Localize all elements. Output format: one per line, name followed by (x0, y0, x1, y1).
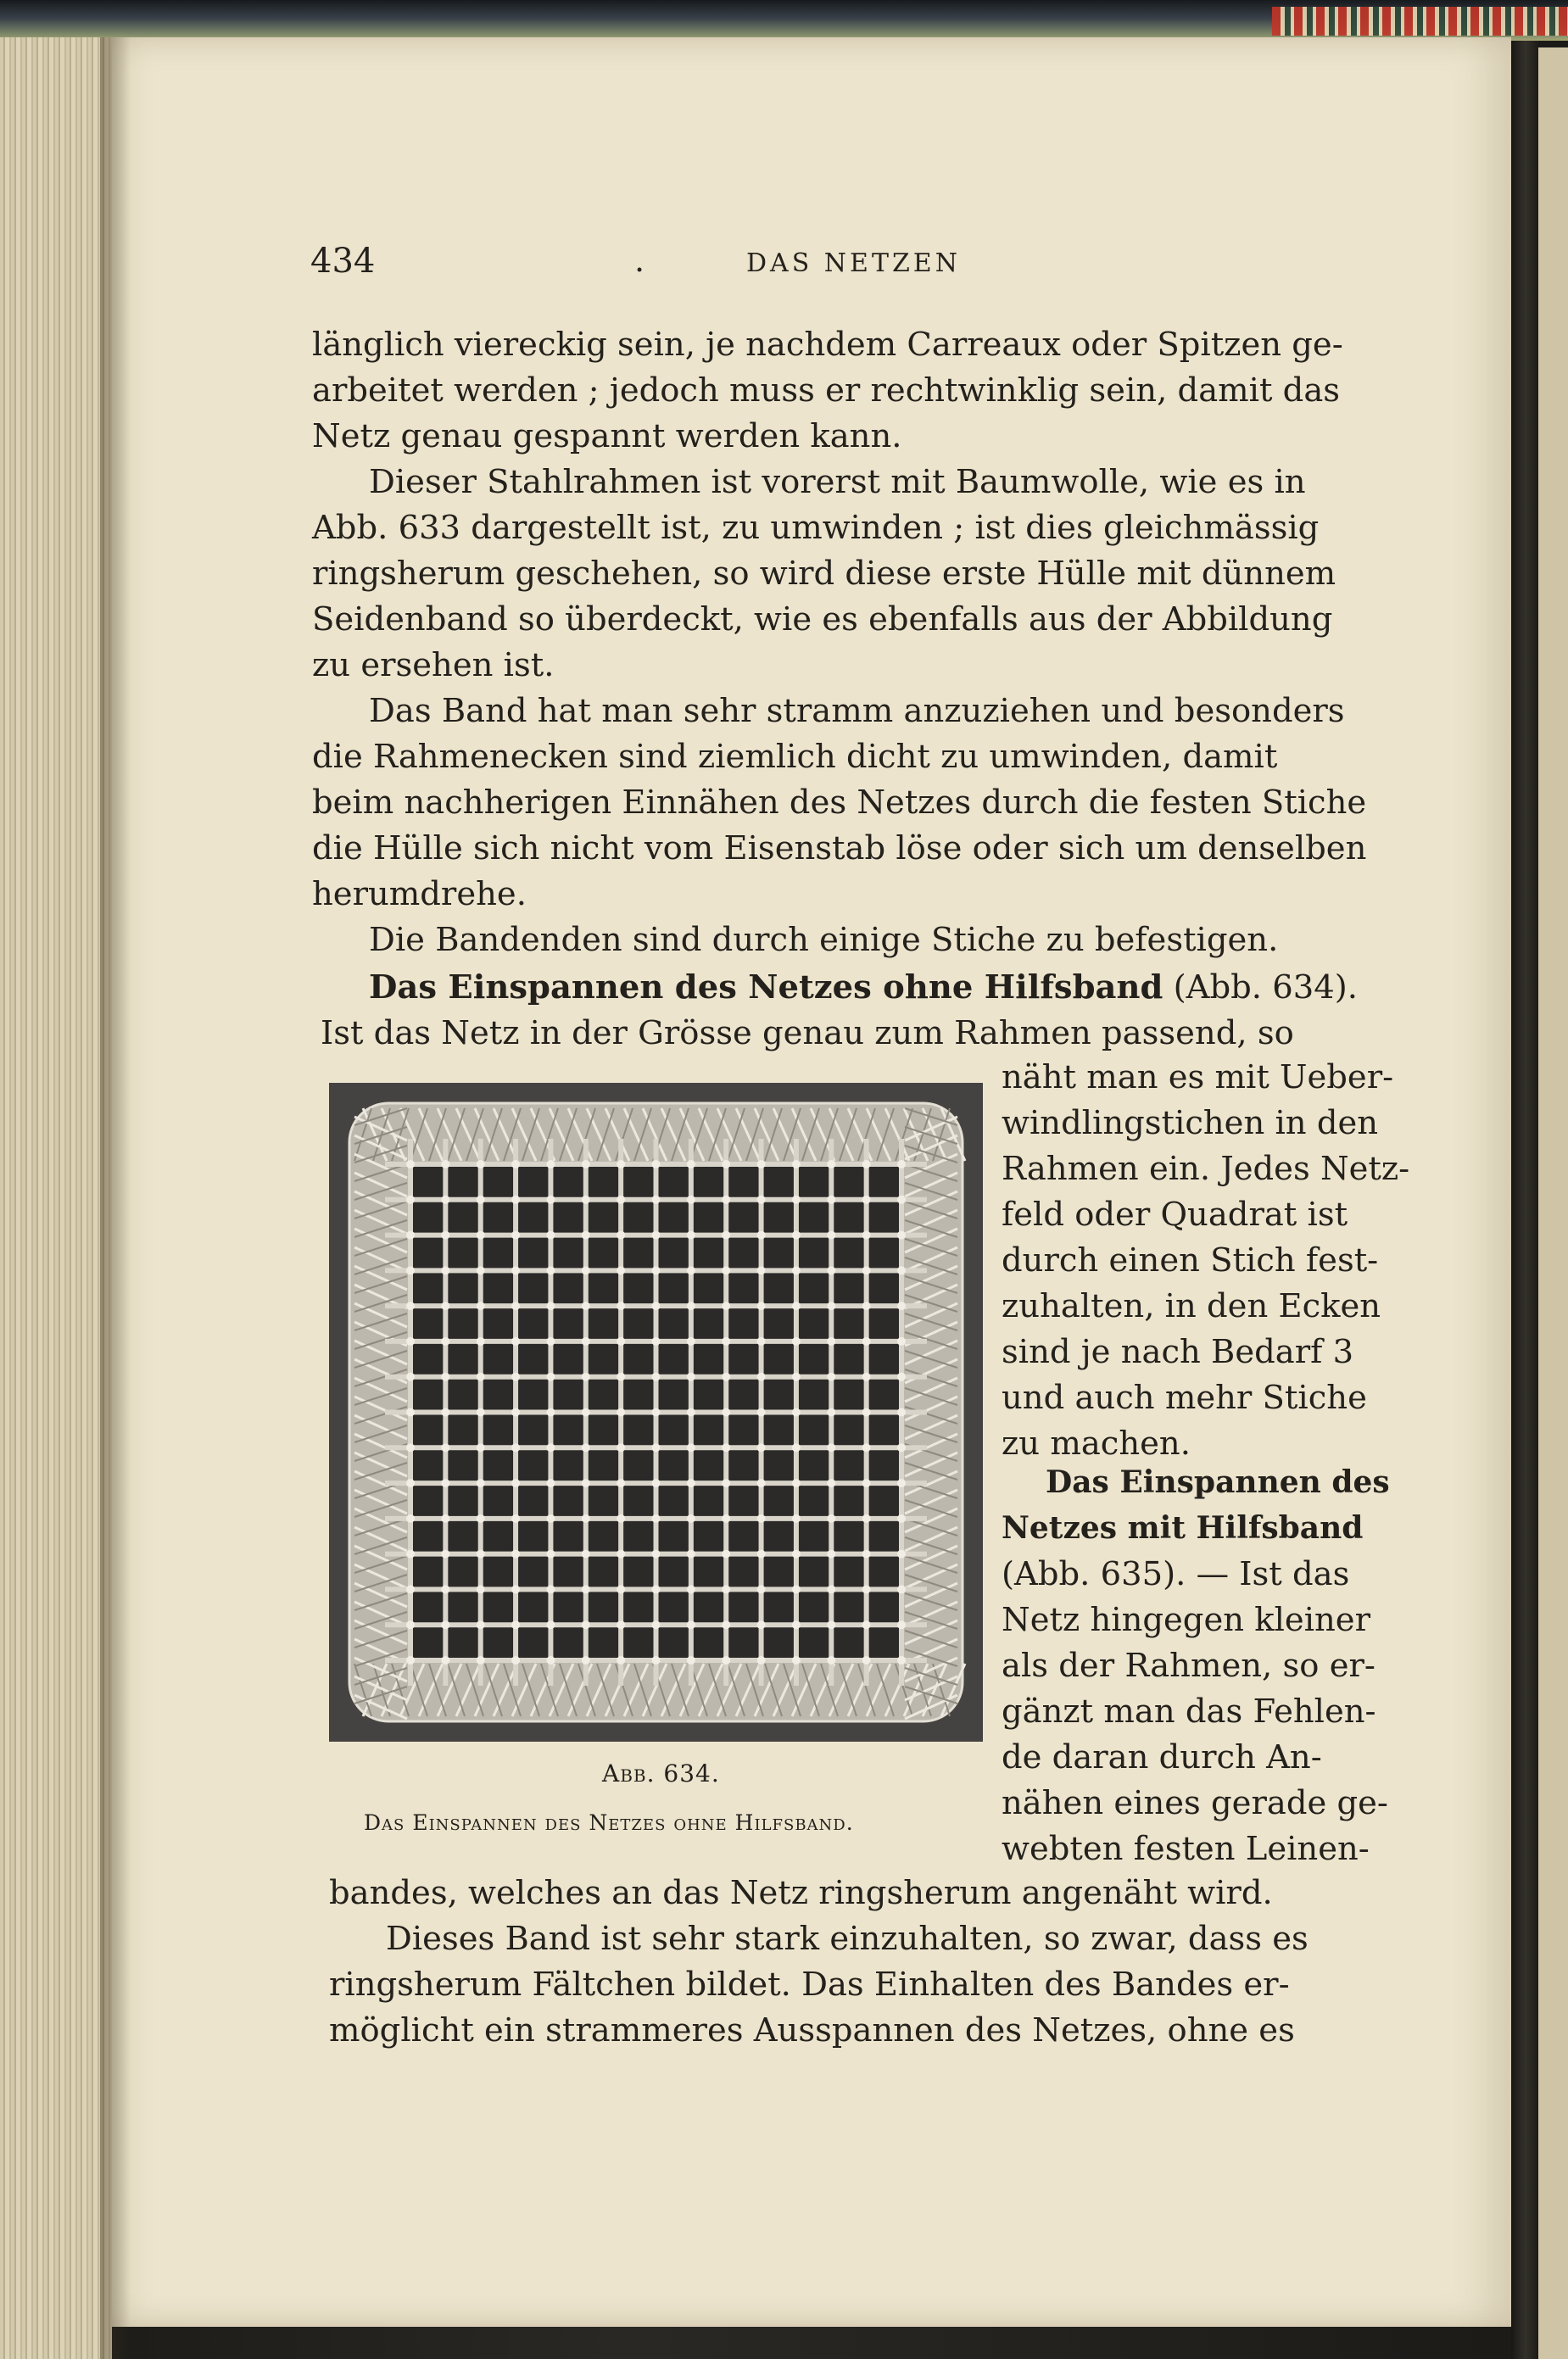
net-knot (511, 1160, 520, 1168)
net-knot (862, 1479, 871, 1487)
text-line: ringsherum geschehen, so wird diese erste Hülle mit dünnem (312, 555, 1336, 593)
net-knot (862, 1656, 871, 1665)
text-line: feld oder Quadrat ist (1002, 1196, 1348, 1234)
net-knot (546, 1408, 555, 1417)
net-knot (897, 1196, 906, 1204)
net-knot (827, 1656, 835, 1665)
net-knot (862, 1550, 871, 1559)
net-knot (687, 1550, 695, 1559)
net-knot (652, 1656, 661, 1665)
heading-ref: (Abb. 634). (1163, 968, 1358, 1007)
net-knot (897, 1408, 906, 1417)
net-knot (652, 1302, 661, 1310)
net-knot (406, 1620, 415, 1629)
net-knot (617, 1302, 625, 1310)
text-line: nähen eines gerade ge- (1002, 1784, 1388, 1822)
net-knot (477, 1302, 485, 1310)
net-knot (477, 1443, 485, 1452)
header-dot: . (634, 242, 645, 279)
text-line: Netz hingegen kleiner (1002, 1601, 1370, 1639)
net-frame-illustration (329, 1083, 983, 1742)
net-knot (617, 1620, 625, 1629)
net-knot (722, 1656, 730, 1665)
gutter-shadow (100, 37, 131, 2359)
net-knot (477, 1373, 485, 1381)
text-line: gänzt man das Fehlen- (1002, 1693, 1376, 1731)
net-knot (652, 1408, 661, 1417)
section-heading-2-line1: Das Einspannen des (1046, 1464, 1390, 1500)
net-knot (687, 1656, 695, 1665)
net-knot (722, 1373, 730, 1381)
net-knot (441, 1231, 449, 1240)
net-knot (792, 1266, 801, 1274)
net-knot (441, 1160, 449, 1168)
net-knot (477, 1266, 485, 1274)
net-knot (511, 1302, 520, 1310)
net-knot (757, 1160, 766, 1168)
net-knot (477, 1196, 485, 1204)
net-knot (617, 1231, 625, 1240)
net-knot (546, 1656, 555, 1665)
net-knot (757, 1373, 766, 1381)
net-knot (617, 1266, 625, 1274)
net-knot (582, 1231, 590, 1240)
net-knot (862, 1585, 871, 1593)
net-knot (652, 1479, 661, 1487)
net-knot (477, 1656, 485, 1665)
net-knot (792, 1408, 801, 1417)
net-knot (406, 1443, 415, 1452)
net-knot (827, 1443, 835, 1452)
net-knot (546, 1160, 555, 1168)
net-knot (792, 1620, 801, 1629)
text-line: windlingstichen in den (1002, 1104, 1379, 1142)
net-knot (441, 1196, 449, 1204)
net-knot (582, 1196, 590, 1204)
net-knot (441, 1550, 449, 1559)
net-knot (827, 1196, 835, 1204)
net-knot (757, 1231, 766, 1240)
net-knot (652, 1550, 661, 1559)
text-line: webten festen Leinen- (1002, 1830, 1370, 1868)
net-knot (546, 1302, 555, 1310)
net-knot (441, 1373, 449, 1381)
net-knot (406, 1585, 415, 1593)
net-knot (862, 1408, 871, 1417)
net-knot (722, 1231, 730, 1240)
net-knot (687, 1196, 695, 1204)
text-line: sind je nach Bedarf 3 (1002, 1333, 1354, 1371)
text-line: zu machen. (1002, 1425, 1191, 1463)
net-knot (477, 1620, 485, 1629)
net-knot (582, 1479, 590, 1487)
text-line: zu ersehen ist. (312, 646, 555, 684)
net-knot (792, 1585, 801, 1593)
text-line: bandes, welches an das Netz ringsherum angenäht wird. (329, 1874, 1273, 1912)
net-knot (582, 1585, 590, 1593)
net-knot (722, 1514, 730, 1523)
text-line: (Abb. 635). — Ist das (1002, 1555, 1350, 1593)
net-knot (827, 1373, 835, 1381)
book-fold (1511, 41, 1540, 2359)
text-line: näht man es mit Ueber- (1002, 1058, 1394, 1096)
net-knot (827, 1408, 835, 1417)
net-knot (862, 1620, 871, 1629)
net-knot (757, 1266, 766, 1274)
net-knot (511, 1266, 520, 1274)
net-knot (546, 1196, 555, 1204)
net-knot (757, 1196, 766, 1204)
net-knot (477, 1160, 485, 1168)
net-knot (511, 1514, 520, 1523)
net-knot (511, 1479, 520, 1487)
net-knot (687, 1266, 695, 1274)
net-knot (792, 1196, 801, 1204)
net-knot (827, 1266, 835, 1274)
net-knot (546, 1514, 555, 1523)
net-knot (546, 1620, 555, 1629)
text-line: herumdrehe. (312, 875, 527, 913)
net-knot (617, 1585, 625, 1593)
text-line: Das Band hat man sehr stramm anzuziehen und besonders (369, 692, 1345, 730)
net-knot (441, 1620, 449, 1629)
net-knot (757, 1620, 766, 1629)
net-knot (511, 1408, 520, 1417)
net-knot (477, 1550, 485, 1559)
net-knot (441, 1337, 449, 1346)
net-knot (897, 1302, 906, 1310)
net-knot (687, 1443, 695, 1452)
net-knot (546, 1479, 555, 1487)
net-knot (406, 1337, 415, 1346)
net-knot (477, 1479, 485, 1487)
net-knot (722, 1196, 730, 1204)
text-line: und auch mehr Stiche (1002, 1379, 1367, 1417)
figure-label: Abb. 634. (602, 1759, 720, 1787)
net-knot (441, 1514, 449, 1523)
text-line: Dieser Stahlrahmen ist vorerst mit Baumwolle, wie es in (369, 463, 1306, 501)
net-knot (757, 1550, 766, 1559)
net-knot (546, 1373, 555, 1381)
net-knot (511, 1585, 520, 1593)
net-knot (827, 1160, 835, 1168)
net-knot (722, 1479, 730, 1487)
net-knot (827, 1550, 835, 1559)
net-knot (582, 1302, 590, 1310)
net-knot (477, 1231, 485, 1240)
net-knot (687, 1620, 695, 1629)
net-knot (687, 1479, 695, 1487)
net-knot (722, 1443, 730, 1452)
net-knot (687, 1337, 695, 1346)
net-frame-figure (329, 1083, 983, 1742)
net-knot (722, 1302, 730, 1310)
net-knot (862, 1373, 871, 1381)
net-knot (897, 1550, 906, 1559)
net-knot (441, 1585, 449, 1593)
net-knot (406, 1302, 415, 1310)
net-knot (477, 1585, 485, 1593)
net-knot (617, 1550, 625, 1559)
net-knot (511, 1373, 520, 1381)
net-knot (652, 1337, 661, 1346)
text-line: die Rahmenecken sind ziemlich dicht zu umwinden, damit (312, 738, 1278, 776)
net-knot (687, 1231, 695, 1240)
net-knot (687, 1160, 695, 1168)
net-knot (511, 1656, 520, 1665)
net-knot (792, 1479, 801, 1487)
net-knot (652, 1514, 661, 1523)
net-knot (617, 1160, 625, 1168)
net-knot (722, 1408, 730, 1417)
net-knot (897, 1479, 906, 1487)
net-knot (582, 1620, 590, 1629)
page-number: 434 (310, 242, 376, 281)
net-knot (897, 1337, 906, 1346)
net-knot (827, 1337, 835, 1346)
net-knot (652, 1443, 661, 1452)
text-line: Dieses Band ist sehr stark einzuhalten, so zwar, dass es (386, 1920, 1309, 1958)
net-knot (582, 1443, 590, 1452)
net-knot (722, 1266, 730, 1274)
net-knot (757, 1585, 766, 1593)
net-knot (582, 1408, 590, 1417)
net-knot (722, 1620, 730, 1629)
net-knot (617, 1514, 625, 1523)
text-line: möglicht ein strammeres Ausspannen des Netzes, ohne es (329, 2011, 1295, 2049)
net-knot (897, 1656, 906, 1665)
net-knot (546, 1550, 555, 1559)
net-knot (862, 1443, 871, 1452)
net-knot (546, 1337, 555, 1346)
heading-bold: Das Einspannen des Netzes ohne Hilfsband (369, 968, 1163, 1007)
net-knot (582, 1656, 590, 1665)
net-knot (477, 1514, 485, 1523)
net-knot (441, 1266, 449, 1274)
net-knot (406, 1408, 415, 1417)
net-knot (897, 1585, 906, 1593)
section-heading (369, 968, 1358, 1007)
net-knot (757, 1479, 766, 1487)
net-knot (617, 1337, 625, 1346)
text-line: ringsherum Fältchen bildet. Das Einhalten des Bandes er- (329, 1966, 1290, 2004)
net-knot (582, 1550, 590, 1559)
text-line: zuhalten, in den Ecken (1002, 1287, 1381, 1325)
net-knot (687, 1585, 695, 1593)
net-knot (406, 1196, 415, 1204)
net-knot (897, 1620, 906, 1629)
net-knot (511, 1620, 520, 1629)
page-stack-edge (0, 37, 112, 2359)
text-line: Seidenband so überdeckt, wie es ebenfalls aus der Abbildung (312, 600, 1333, 639)
net-knot (477, 1408, 485, 1417)
text-line: Abb. 633 dargestellt ist, zu umwinden ; ist dies gleichmässig (312, 509, 1320, 547)
net-knot (652, 1231, 661, 1240)
text-line: die Hülle sich nicht vom Eisenstab löse oder sich um denselben (312, 829, 1367, 867)
net-knot (757, 1443, 766, 1452)
net-knot (792, 1231, 801, 1240)
net-knot (406, 1550, 415, 1559)
running-head: DAS NETZEN (746, 248, 961, 278)
net-knot (722, 1337, 730, 1346)
net-knot (406, 1231, 415, 1240)
text-line: durch einen Stich fest- (1002, 1241, 1379, 1280)
net-knot (722, 1550, 730, 1559)
text-line: Ist das Netz in der Grösse genau zum Rahmen passend, so (321, 1014, 1294, 1052)
net-knot (511, 1231, 520, 1240)
net-knot (652, 1620, 661, 1629)
net-knot (827, 1585, 835, 1593)
net-knot (511, 1443, 520, 1452)
net-knot (441, 1408, 449, 1417)
net-knot (582, 1160, 590, 1168)
net-knot (687, 1302, 695, 1310)
net-knot (406, 1656, 415, 1665)
net-knot (546, 1266, 555, 1274)
net-knot (792, 1514, 801, 1523)
net-knot (827, 1479, 835, 1487)
text-line: Die Bandenden sind durch einige Stiche zu befestigen. (369, 921, 1279, 959)
net-knot (582, 1266, 590, 1274)
net-knot (897, 1231, 906, 1240)
text-line: beim nachherigen Einnähen des Netzes durch die festen Stiche (312, 784, 1367, 822)
net-knot (862, 1231, 871, 1240)
net-knot (897, 1266, 906, 1274)
net-knot (617, 1443, 625, 1452)
net-knot (406, 1266, 415, 1274)
net-knot (862, 1266, 871, 1274)
net-knot (617, 1408, 625, 1417)
text-line: als der Rahmen, so er- (1002, 1647, 1375, 1685)
net-knot (792, 1373, 801, 1381)
net-knot (722, 1160, 730, 1168)
net-knot (757, 1514, 766, 1523)
net-knot (546, 1231, 555, 1240)
figure-caption: Das Einspannen des Netzes ohne Hilfsband. (364, 1810, 854, 1835)
net-knot (827, 1620, 835, 1629)
net-knot (862, 1514, 871, 1523)
net-knot (897, 1443, 906, 1452)
net-knot (827, 1514, 835, 1523)
net-knot (827, 1231, 835, 1240)
net-knot (617, 1479, 625, 1487)
net-knot (617, 1656, 625, 1665)
net-knot (652, 1585, 661, 1593)
net-knot (792, 1160, 801, 1168)
net-knot (582, 1337, 590, 1346)
net-knot (687, 1408, 695, 1417)
net-knot (441, 1302, 449, 1310)
net-knot (582, 1373, 590, 1381)
bookmark-ribbon (1272, 7, 1568, 36)
section-heading-2-line2: Netzes mit Hilfsband (1002, 1510, 1364, 1546)
net-knot (511, 1550, 520, 1559)
net-knot (687, 1373, 695, 1381)
net-knot (792, 1443, 801, 1452)
net-knot (652, 1373, 661, 1381)
net-knot (652, 1196, 661, 1204)
net-knot (406, 1514, 415, 1523)
net-knot (546, 1585, 555, 1593)
net-knot (406, 1160, 415, 1168)
text-line: de daran durch An- (1002, 1738, 1322, 1776)
net-knot (406, 1373, 415, 1381)
net-knot (827, 1302, 835, 1310)
net-knot (406, 1479, 415, 1487)
net-knot (617, 1373, 625, 1381)
net-knot (511, 1196, 520, 1204)
net-knot (652, 1160, 661, 1168)
net-knot (617, 1196, 625, 1204)
net-knot (441, 1656, 449, 1665)
net-knot (722, 1585, 730, 1593)
net-knot (757, 1337, 766, 1346)
text-line: länglich viereckig sein, je nachdem Carreaux oder Spitzen ge- (312, 326, 1343, 364)
net-knot (441, 1443, 449, 1452)
net-knot (757, 1302, 766, 1310)
net-knot (862, 1337, 871, 1346)
net-knot (757, 1408, 766, 1417)
net-knot (792, 1656, 801, 1665)
net-knot (792, 1302, 801, 1310)
net-knot (652, 1266, 661, 1274)
net-knot (511, 1337, 520, 1346)
facing-page-edge (1538, 47, 1568, 2359)
net-knot (757, 1656, 766, 1665)
net-knot (687, 1514, 695, 1523)
net-knot (792, 1550, 801, 1559)
net-knot (477, 1337, 485, 1346)
net-knot (546, 1443, 555, 1452)
net-knot (897, 1514, 906, 1523)
net-knot (897, 1373, 906, 1381)
net-knot (582, 1514, 590, 1523)
net-knot (792, 1337, 801, 1346)
net-knot (897, 1160, 906, 1168)
text-line: Rahmen ein. Jedes Netz- (1002, 1150, 1410, 1188)
text-line: Netz genau gespannt werden kann. (312, 417, 902, 455)
net-knot (862, 1196, 871, 1204)
net-knot (862, 1302, 871, 1310)
net-knot (441, 1479, 449, 1487)
text-line: arbeitet werden ; jedoch muss er rechtwinklig sein, damit das (312, 371, 1341, 410)
net-knot (862, 1160, 871, 1168)
